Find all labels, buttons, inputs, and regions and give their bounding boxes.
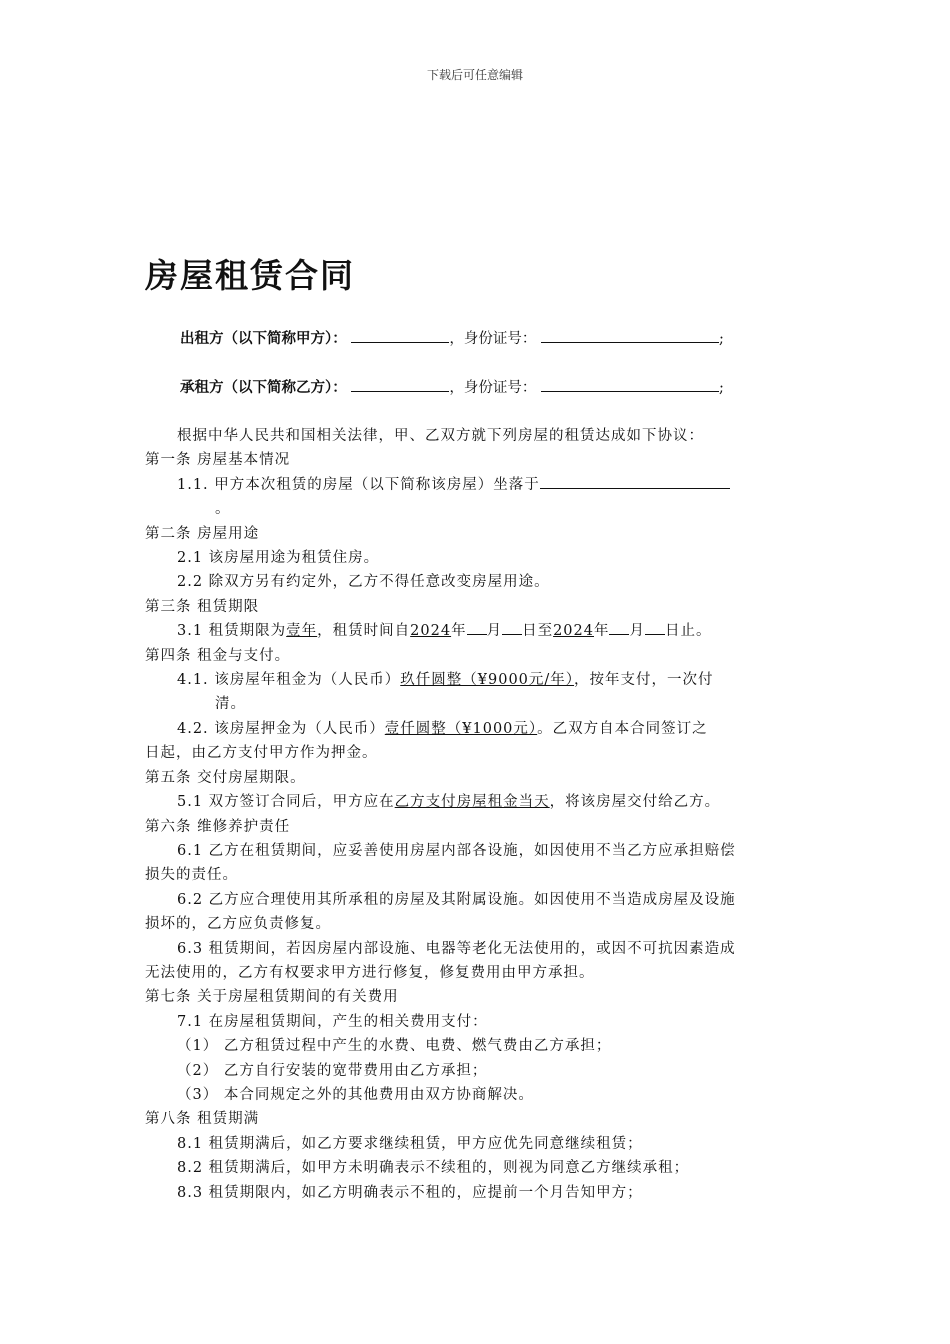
party-b-id-blank[interactable] — [541, 377, 719, 392]
clause-2-2: 2.2 除双方另有约定外，乙方不得任意改变房屋用途。 — [177, 574, 550, 591]
article-5-title: 第五条 交付房屋期限。 — [145, 769, 306, 786]
contract-body — [145, 424, 805, 1205]
document-title: 房屋租赁合同 — [145, 256, 355, 295]
header-note: 下载后可任意编辑 — [426, 68, 523, 82]
article-7-title: 第七条 关于房屋租赁期间的有关费用 — [145, 989, 399, 1006]
clause-7-1-item-1: （1） 乙方租赁过程中产生的水费、电费、燃气费由乙方承担； — [177, 1038, 612, 1055]
clause-6-3: 6.3 租赁期间，若因房屋内部设施、电器等老化无法使用的，或因不可抗因素造成 — [177, 940, 736, 957]
clause-7-1-item-3: （3） 本合同规定之外的其他费用由双方协商解决。 — [177, 1086, 534, 1103]
clause-7-1-item-2: （2） 乙方自行安装的宽带费用由乙方承担； — [177, 1062, 488, 1079]
clause-4-1: 4.1. 该房屋年租金为（人民币）玖仟圆整（¥9000元/年），按年支付，一次付 — [177, 672, 714, 689]
party-b-id-label: ，身份证号： — [449, 380, 537, 396]
clause-4-1-cont: 清。 — [215, 696, 246, 713]
clause-8-2: 8.2 租赁期满后，如甲方未明确表示不续租的，则视为同意乙方继续承租； — [177, 1160, 690, 1177]
article-1-title: 第一条 房屋基本情况 — [145, 452, 291, 469]
clause-1-1: 1.1. 甲方本次租赁的房屋（以下简称该房屋）坐落于 — [145, 473, 805, 497]
clause-4-2-cont: 日起，由乙方支付甲方作为押金。 — [145, 745, 378, 762]
party-a-line — [180, 327, 724, 348]
party-b-label: 承租方（以下简称乙方）： — [180, 380, 347, 396]
clause-8-3: 8.3 租赁期限内，如乙方明确表示不租的，应提前一个月告知甲方； — [177, 1184, 643, 1201]
article-6-title: 第六条 维修养护责任 — [145, 818, 291, 835]
party-a-name-blank[interactable] — [351, 328, 449, 343]
article-2-title: 第二条 房屋用途 — [145, 525, 260, 542]
clause-5-1: 5.1 双方签订合同后，甲方应在乙方支付房屋租金当天，将该房屋交付给乙方。 — [177, 794, 721, 811]
party-a-id-label: ，身份证号： — [449, 331, 537, 347]
party-b-line — [180, 376, 724, 397]
clause-7-1: 7.1 在房屋租赁期间，产生的相关费用支付： — [177, 1013, 488, 1030]
intro-paragraph: 根据中华人民共和国相关法律，甲、乙双方就下列房屋的租赁达成如下协议： — [177, 428, 704, 444]
party-b-name-blank[interactable] — [351, 377, 449, 392]
clause-6-2: 6.2 乙方应合理使用其所承租的房屋及其附属设施。如因使用不当造成房屋及设施 — [177, 891, 736, 908]
end-day-blank[interactable] — [645, 620, 665, 635]
article-3-title: 第三条 租赁期限 — [145, 598, 260, 615]
party-a-label: 出租方（以下简称甲方）： — [180, 331, 347, 347]
clause-8-1: 8.1 租赁期满后，如乙方要求继续租赁，甲方应优先同意继续租赁； — [177, 1135, 643, 1152]
article-4-title: 第四条 租金与支付。 — [145, 647, 291, 664]
article-8-title: 第八条 租赁期满 — [145, 1111, 260, 1128]
clause-3-1: 3.1 租赁期限为壹年，租赁时间自2024年 月 日至2024年 月 日止。 — [145, 619, 805, 643]
clause-4-2: 4.2. 该房屋押金为（人民币）壹仟圆整（¥1000元）。乙双方自本合同签订之 — [177, 720, 708, 737]
address-blank[interactable] — [540, 474, 730, 489]
party-a-id-blank[interactable] — [541, 328, 719, 343]
clause-6-1: 6.1 乙方在租赁期间，应妥善使用房屋内部各设施，如因使用不当乙方应承担赔偿 — [177, 842, 736, 859]
clause-6-3-cont: 无法使用的，乙方有权要求甲方进行修复，修复费用由甲方承担。 — [145, 964, 595, 981]
start-month-blank[interactable] — [467, 620, 487, 635]
end-month-blank[interactable] — [609, 620, 629, 635]
party-a-end: ; — [718, 331, 724, 347]
clause-6-2-cont: 损坏的，乙方应负责修复。 — [145, 916, 331, 933]
clause-1-1-end: 。 — [215, 501, 231, 518]
clause-6-1-cont: 损失的责任。 — [145, 867, 238, 884]
clause-2-1: 2.1 该房屋用途为租赁住房。 — [177, 550, 380, 567]
start-day-blank[interactable] — [502, 620, 522, 635]
party-b-end: ; — [718, 380, 724, 396]
